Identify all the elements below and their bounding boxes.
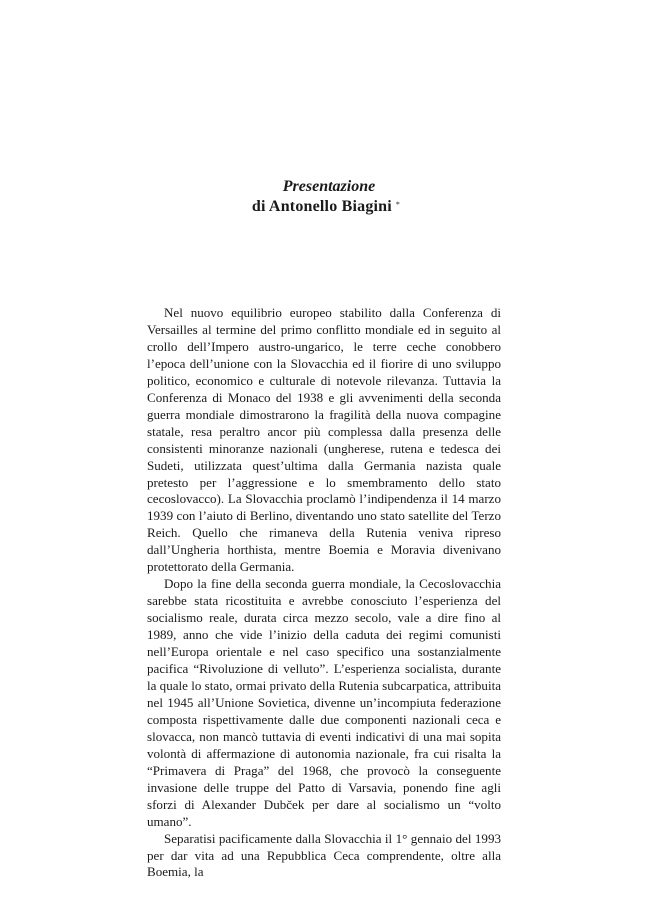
paragraph: Separatisi pacificamente dalla Slovacchia il 1° gennaio del 1993 per dar vita ad una Repubblica Ceca comprendente, oltre alla Boemia, la [147, 830, 501, 880]
author-line [0, 197, 650, 217]
paragraph: Nel nuovo equilibrio europeo stabilito dalla Conferenza di Versailles al termine del primo conflitto mondiale ed in seguito al crollo dell’Impero austro-ungarico, le terre ceche conobbero l’epoca dell’unione con la Slovacchia ed il fiorire di uno sviluppo politico, economico e culturale di notevole rilevanza. Tuttavia la Conferenza di Monaco del 1938 e gli avvenimenti della seconda guerra mondiale dimostrarono la fragilità della nuova compagine statale, resa peraltro ancor più complessa dalla presenza delle consistenti minoranze nazionali (ungherese, rutena e tedesca dei Sudeti, utilizzata quest’ultima dalla Germania nazista quale pretesto per l’aggressione e lo smembramento dello stato cecoslovacco). La Slovacchia proclamò l’indipendenza il 14 marzo 1939 con l’aiuto di Berlino, diventando uno stato satellite del Terzo Reich. Quello che rimaneva della Rutenia veniva ripreso dall’Ungheria horthista, mentre Boemia e Moravia divenivano protettorato della Germania. [147, 305, 501, 575]
footnote-marker: * [395, 200, 401, 209]
paragraph: Dopo la fine della seconda guerra mondiale, la Cecoslovacchia sarebbe stata ricostituita e avrebbe conosciuto l’esperienza del socialismo reale, durata circa mezzo secolo, vale a dire fino al 1989, anno che vide l’inizio della caduta dei regimi comunisti nell’Europa orientale e nel caso specifico una sostanzialmente pacifica “Rivoluzione di velluto”. L’esperienza socialista, durante la quale lo stato, ormai privato della Rutenia subcarpatica, attribuita nel 1945 all’Unione Sovietica, divenne un’incompiuta federazione composta rispettivamente dalle due componenti nazionali ceca e slovacca, non mancò tuttavia di eventi indicativi di una mai sopita volontà di affermazione di autonomia nazionale, fra cui risalta la “Primavera di Praga” del 1968, che provocò la conseguente invasione delle truppe del Patto di Varsavia, ponendo fine agli sforzi di Alexander Dubček per dare al socialismo un “volto umano”. [147, 576, 501, 829]
author-name: di Antonello Biagini [251, 198, 392, 215]
body-text [147, 305, 501, 881]
chapter-heading [0, 177, 650, 217]
chapter-title: Presentazione [282, 178, 376, 195]
